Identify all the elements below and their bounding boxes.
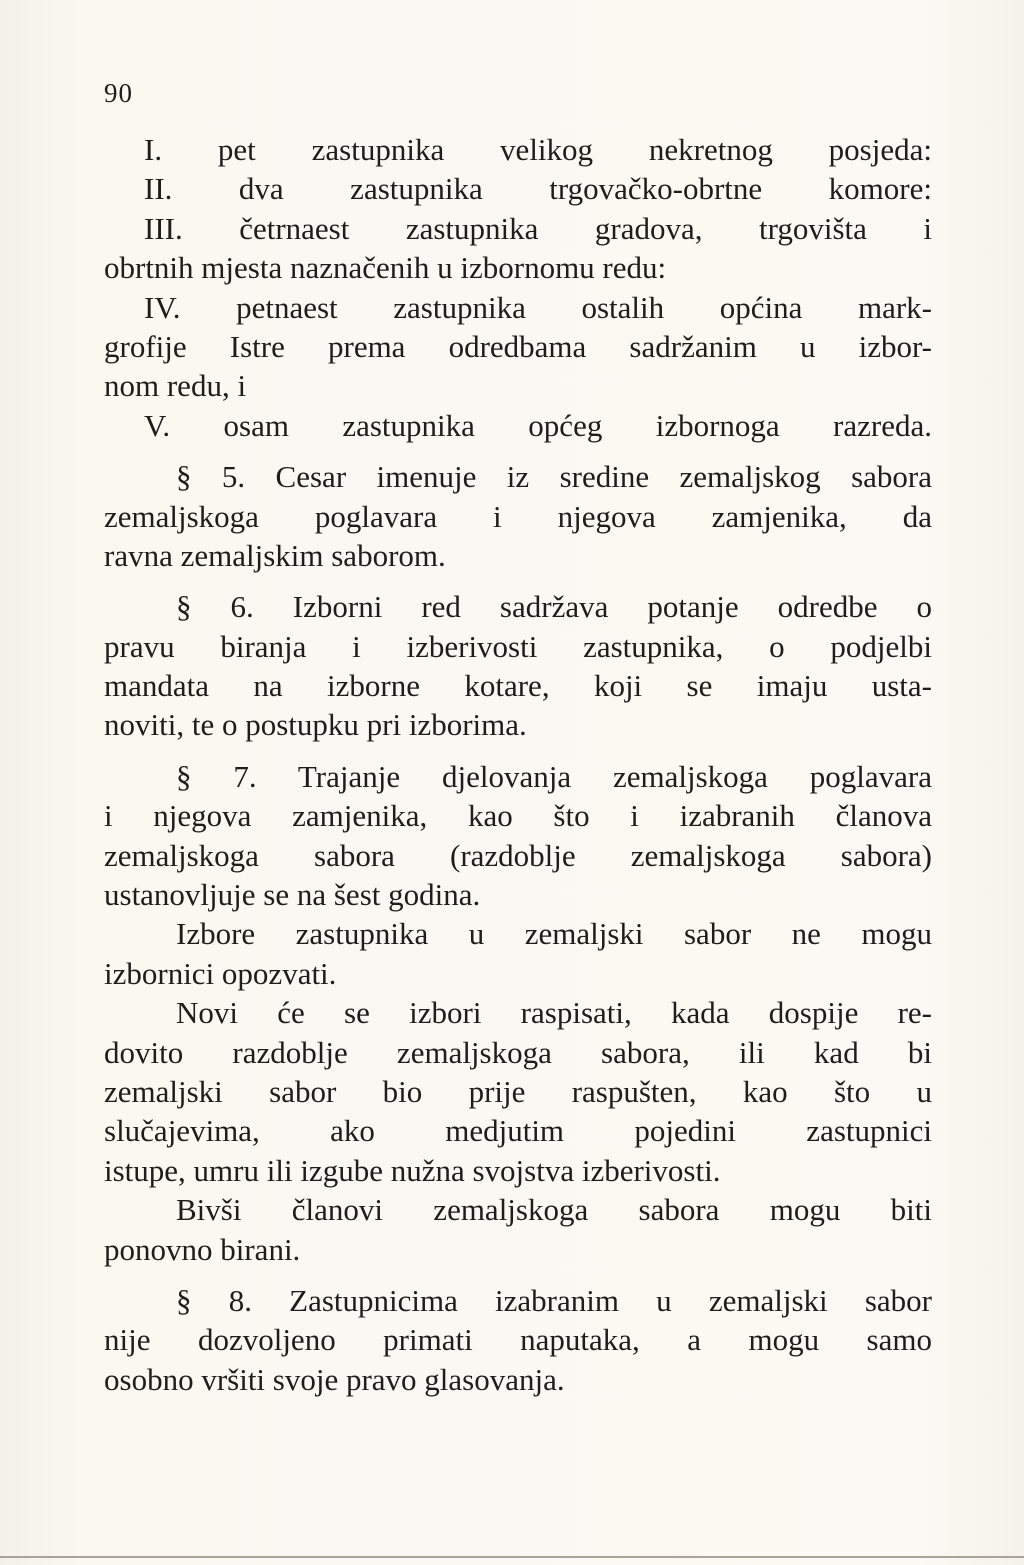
section-6-line: mandata na izborne kotare, koji se imaju usta- [104, 668, 932, 704]
page-body [104, 130, 932, 1399]
section-6-first-line: § 6. Izborni red sadržava potanje odredbe o [176, 589, 932, 625]
list-item-iii-continued: obrtnih mjesta naznačenih u izbornomu redu: [104, 250, 667, 286]
section-7-line: ustanovljuje se na šest godina. [104, 877, 481, 913]
section-6-line: pravu biranja i izberivosti zastupnika, o podjelbi [104, 628, 932, 664]
page-number: 90 [104, 78, 133, 108]
paragraph-new-elections-line: dovito razdoblje zemaljskoga sabora, ili kad bi [104, 1034, 932, 1070]
section-5-last-line: ravna zemaljskim saborom. [104, 537, 446, 573]
list-item-iv: IV. petnaest zastupnika ostalih općina mark- [144, 289, 932, 325]
section-8-first-line: § 8. Zastupnicima izabranim u zemaljski sabor [176, 1282, 932, 1318]
list-item-iv-continued: grofije Istre prema odredbama sadržanim u izbor- [104, 328, 932, 364]
section-7-line: zemaljskoga sabora (razdoblje zemaljskoga sabora) [104, 837, 932, 873]
section-5-first-line: § 5. Cesar imenuje iz sredine zemaljskog sabora [176, 459, 932, 495]
section-8-line: nije dozvoljeno primati naputaka, a mogu samo [104, 1322, 932, 1358]
paragraph-elections-last-line: izbornici opozvati. [104, 955, 337, 991]
section-7-first-line: § 7. Trajanje djelovanja zemaljskoga poglavara [176, 758, 932, 794]
list-item-v: V. osam zastupnika općeg izbornoga razreda. [144, 407, 932, 443]
paragraph-new-elections-first-line: Novi će se izbori raspisati, kada dospije re- [176, 995, 932, 1031]
paragraph-new-elections-last-line: istupe, umru ili izgube nužna svojstva izberivosti. [104, 1152, 721, 1188]
section-7-line: i njegova zamjenika, kao što i izabranih članova [104, 798, 932, 834]
page-bottom-rule [0, 1556, 1024, 1558]
list-item-iv-end: nom redu, i [104, 368, 247, 404]
paragraph-new-elections-line: slučajevima, ako medjutim pojedini zastupnici [104, 1113, 932, 1149]
section-8-last-line: osobno vršiti svoje pravo glasovanja. [104, 1361, 565, 1397]
paragraph-former-members-first-line: Bivši članovi zemaljskoga sabora mogu biti [176, 1192, 932, 1228]
list-item-ii: II. dva zastupnika trgovačko-obrtne komore: [144, 171, 932, 207]
list-item-iii: III. četrnaest zastupnika gradova, trgovišta i [144, 210, 932, 246]
paragraph-elections-first-line: Izbore zastupnika u zemaljski sabor ne mogu [176, 916, 932, 952]
list-item-i: I. pet zastupnika velikog nekretnog posjeda: [144, 132, 932, 167]
paragraph-former-members-last-line: ponovno birani. [104, 1231, 301, 1267]
section-6-last-line: noviti, te o postupku pri izborima. [104, 707, 527, 743]
paragraph-new-elections-line: zemaljski sabor bio prije raspušten, kao što u [104, 1073, 932, 1109]
section-5-line: zemaljskoga poglavara i njegova zamjenika, da [104, 498, 932, 534]
